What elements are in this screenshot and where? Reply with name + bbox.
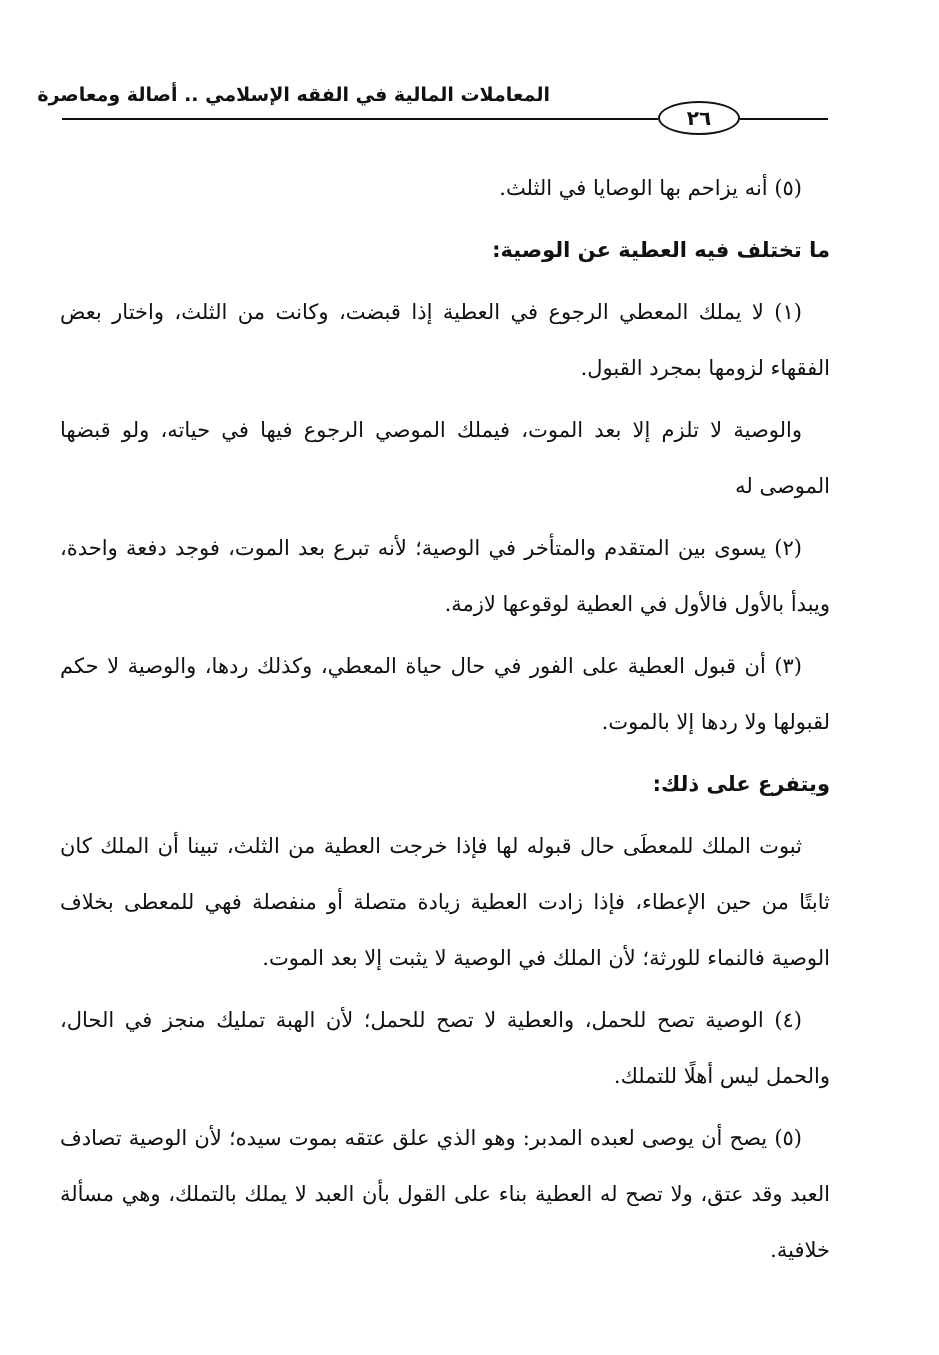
paragraph: (١) لا يملك المعطي الرجوع في العطية إذا قبضت، وكانت من الثلث، واختار بعض الفقهاء لزومها بمجرد القبول.: [60, 300, 830, 380]
body-text: [60, 160, 830, 1284]
paragraph: (٥) يصح أن يوصى لعبده المدبر: وهو الذي علق عتقه بموت سيده؛ لأن الوصية تصادف العبد وقد عتق، ولا تصح له العطية بناء على القول بأن العبد لا يملك بالتملك، وهي مسألة خلافية.: [60, 1126, 830, 1262]
paragraph: (٣) أن قبول العطية على الفور في حال حياة المعطي، وكذلك ردها، والوصية لا حكم لقبولها ولا ردها إلا بالموت.: [60, 654, 830, 734]
running-title: المعاملات المالية في الفقه الإسلامي .. أصالة ومعاصرة: [37, 84, 550, 106]
section-heading: ما تختلف فيه العطية عن الوصية:: [492, 238, 830, 262]
section-heading: ويتفرع على ذلك:: [652, 772, 830, 796]
paragraph: (٥) أنه يزاحم بها الوصايا في الثلث.: [499, 176, 802, 200]
paragraph: والوصية لا تلزم إلا بعد الموت، فيملك الموصي الرجوع فيها في حياته، ولو قبضها الموصى له: [60, 418, 830, 498]
paragraph: ثبوت الملك للمعطَى حال قبوله لها فإذا خرجت العطية من الثلث، تبينا أن الملك كان ثابتًا من حين الإعطاء، فإذا زادت العطية زيادة متصلة أو منفصلة فهي للمعطى بخلاف الوصية فالنماء للورثة؛ لأن الملك في الوصية لا يثبت إلا بعد الموت.: [60, 834, 830, 970]
paragraph: (٤) الوصية تصح للحمل، والعطية لا تصح للحمل؛ لأن الهبة تمليك منجز في الحال، والحمل ليس أهلًا للتملك.: [60, 1008, 830, 1088]
header-rule-right: [740, 118, 828, 120]
paragraph: (٢) يسوى بين المتقدم والمتأخر في الوصية؛ لأنه تبرع بعد الموت، فوجد دفعة واحدة، ويبدأ بالأول فالأول في العطية لوقوعها لازمة.: [60, 536, 830, 616]
header-rule-left: [62, 118, 658, 120]
page-number: ٢٦: [658, 101, 740, 135]
